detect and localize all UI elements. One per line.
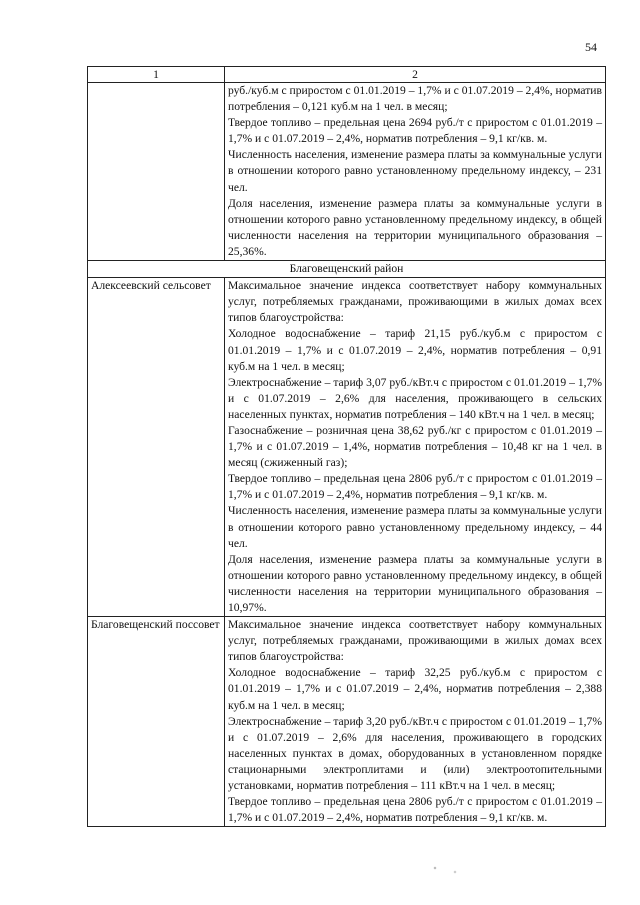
paragraph: Твердое топливо – предельная цена 2694 руб./т с приростом с 01.01.2019 – 1,7% и с 01.07.2019 – 2,4%, норматив потребления – 9,1 кг/кв. м.: [228, 116, 602, 146]
paragraph: Доля населения, изменение размера платы за коммунальные услуги в отношении которого равно установленному предельному индексу, в общей численности населения на территории муниципального образования – 10,97%.: [228, 552, 602, 614]
continuation-name-cell: [88, 83, 225, 261]
municipality-name: Благовещенский поссовет: [88, 617, 225, 827]
paragraph: Электроснабжение – тариф 3,20 руб./кВт.ч с приростом с 01.01.2019 – 1,7% и с 01.07.2019 – 2,6% для населения, проживающего в городских населенных пунктах в домах, оборудованных в установленном порядке стационарными электроплитами и (или) электроотопительными установками, норматив потребления – 111 кВт.ч на 1 чел. в месяц;: [228, 714, 602, 793]
municipality-name: Алексеевский сельсовет: [88, 278, 225, 617]
table-header-row: [88, 67, 606, 83]
paragraph: Электроснабжение – тариф 3,07 руб./кВт.ч с приростом с 01.01.2019 – 1,7% и с 01.07.2019 – 2,6% для населения, проживающего в сельских населенных пунктах, норматив потребления – 140 кВт.ч на 1 чел. в месяц;: [228, 375, 602, 421]
section-title: Благовещенский район: [88, 261, 606, 278]
data-table: [87, 66, 606, 827]
table-row: [88, 278, 606, 617]
paragraph: Доля населения, изменение размера платы за коммунальные услуги в отношении которого равно установленному предельному индексу, в общей численности населения на территории муниципального образования – 25,36%.: [228, 196, 602, 258]
paragraph: Численность населения, изменение размера платы за коммунальные услуги в отношении которого равно установленному предельному индексу, – 231 чел.: [228, 148, 602, 194]
paragraph: Максимальное значение индекса соответствует набору коммунальных услуг, потребляемых гражданами, проживающими в жилых домах всех типов благоустройства:: [228, 618, 602, 664]
column-header-2: 2: [225, 67, 606, 83]
paragraph: Холодное водоснабжение – тариф 21,15 руб./куб.м с приростом с 01.01.2019 – 1,7% и с 01.07.2019 – 2,4%, норматив потребления – 0,91 куб.м на 1 чел. в месяц;: [228, 327, 602, 373]
municipality-text-cell: [225, 278, 606, 617]
municipality-text-cell: [225, 617, 606, 827]
paragraph: руб./куб.м с приростом с 01.01.2019 – 1,7% и с 01.07.2019 – 2,4%, норматив потребления – 0,121 куб.м на 1 чел. в месяц;: [228, 84, 602, 114]
continuation-row: [88, 83, 606, 261]
paragraph: Газоснабжение – розничная цена 38,62 руб./кг с приростом с 01.01.2019 – 1,7% и с 01.07.2019 – 1,4%, норматив потребления – 10,48 кг на 1 чел. в месяц (сжиженный газ);: [228, 423, 602, 470]
section-row: [88, 261, 606, 278]
paragraph: Численность населения, изменение размера платы за коммунальные услуги в отношении которого равно установленному предельному индексу, – 44 чел.: [228, 504, 602, 550]
paragraph: Твердое топливо – предельная цена 2806 руб./т с приростом с 01.01.2019 – 1,7% и с 01.07.2019 – 2,4%, норматив потребления – 9,1 кг/кв. м.: [228, 472, 602, 502]
table-row: [88, 617, 606, 827]
continuation-text-cell: [225, 83, 606, 261]
column-header-1: 1: [88, 67, 225, 83]
paragraph: Максимальное значение индекса соответствует набору коммунальных услуг, потребляемых гражданами, проживающими в жилых домах всех типов благоустройства:: [228, 279, 602, 325]
page-number: 54: [585, 40, 597, 54]
scan-speckles: [420, 860, 470, 880]
paragraph: Твердое топливо – предельная цена 2806 руб./т с приростом с 01.01.2019 – 1,7% и с 01.07.2019 – 2,4%, норматив потребления – 9,1 кг/кв. м.: [228, 795, 602, 825]
paragraph: Холодное водоснабжение – тариф 32,25 руб./куб.м с приростом с 01.01.2019 – 1,7% и с 01.07.2019 – 2,4%, норматив потребления – 2,388 куб.м на 1 чел. в месяц;: [228, 666, 602, 712]
